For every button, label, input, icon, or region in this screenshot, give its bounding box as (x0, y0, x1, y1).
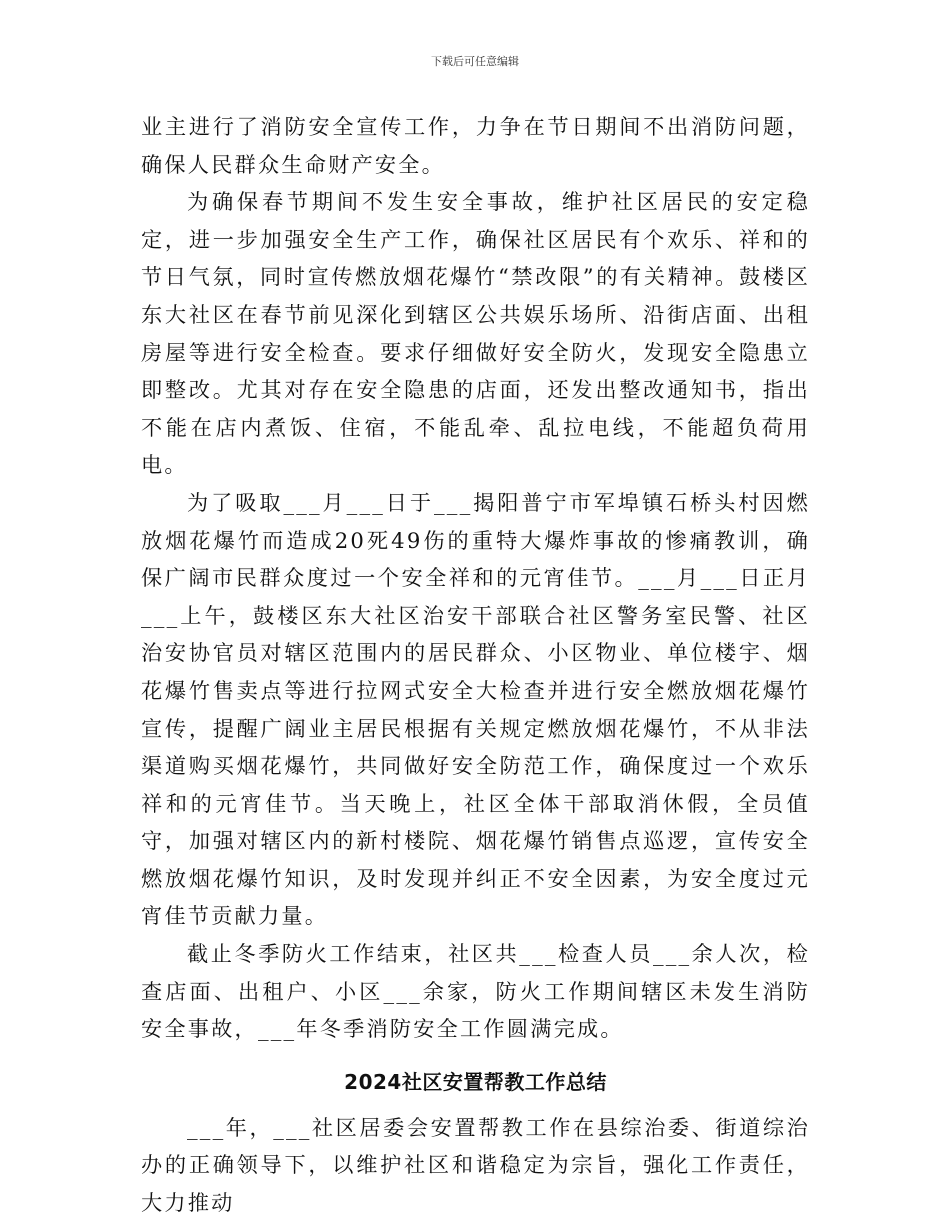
document-body (141, 108, 810, 1222)
paragraph-resettlement-intro: ___年，___社区居委会安置帮教工作在县综治委、街道综治办的正确领导下，以维护社区和谐稳定为宗旨，强化工作责任，大力推动 (141, 1114, 810, 1216)
paragraph-winter-fire-summary: 截止冬季防火工作结束，社区共___检查人员___余人次，检查店面、出租户、小区___余家，防火工作期间辖区未发生消防安全事故，___年冬季消防安全工作圆满完成。 (141, 941, 810, 1042)
section-title: 2024社区安置帮教工作总结 (344, 1069, 607, 1094)
paragraph-lantern-festival-inspection: 为了吸取___月___日于___揭阳普宁市军埠镇石桥头村因燃放烟花爆竹而造成20死49伤的重特大爆炸事故的惨痛教训，确保广阔市民群众度过一个安全祥和的元宵佳节。___月___日正月___上午，鼓楼区东大社区治安干部联合社区警务室民警、社区治安协官员对辖区范围内的居民群众、小区物业、单位楼宇、烟花爆竹售卖点等进行拉网式安全大检查并进行安全燃放烟花爆竹宣传，提醒广阔业主居民根据有关规定燃放烟花爆竹，不从非法渠道购买烟花爆竹，共同做好安全防范工作，确保度过一个欢乐祥和的元宵佳节。当天晚上，社区全体干部取消休假，全员值守，加强对辖区内的新村楼院、烟花爆竹销售点巡逻，宣传安全燃放烟花爆竹知识，及时发现并纠正不安全因素，为安全度过元宵佳节贡献力量。 (141, 489, 810, 929)
page-header-note: 下载后可任意编辑 (431, 55, 519, 68)
paragraph-spring-festival-safety: 为确保春节期间不发生安全事故，维护社区居民的安定稳定，进一步加强安全生产工作，确保社区居民有个欢乐、祥和的节日气氛，同时宣传燃放烟花爆竹“禁改限”的有关精神。鼓楼区东大社区在春节前见深化到辖区公共娱乐场所、沿街店面、出租房屋等进行安全检查。要求仔细做好安全防火，发现安全隐患立即整改。尤其对存在安全隐患的店面，还发出整改通知书，指出不能在店内煮饭、住宿，不能乱牵、乱拉电线，不能超负荷用电。 (141, 189, 810, 478)
paragraph-continuation: 业主进行了消防安全宣传工作，力争在节日期间不出消防问题，确保人民群众生命财产安全。 (141, 114, 810, 177)
